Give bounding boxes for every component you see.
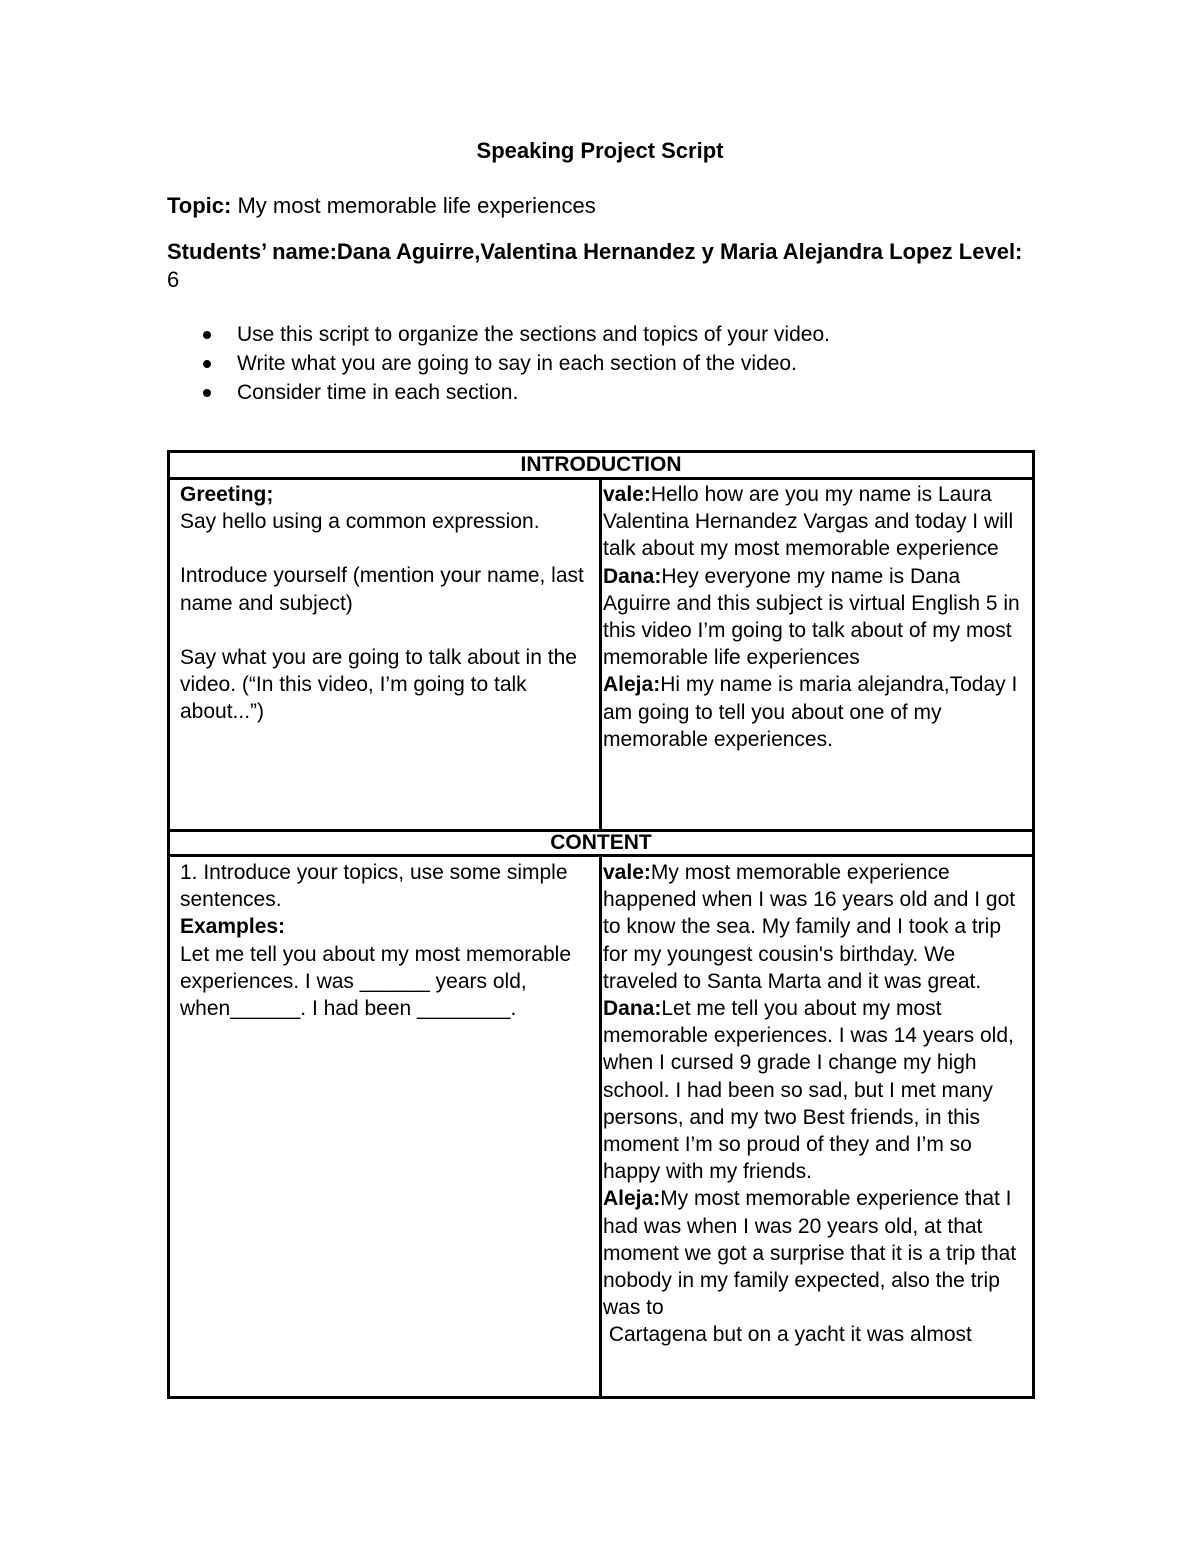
speaker-label: Dana: [603, 564, 662, 588]
level-label: Level: [952, 239, 1023, 264]
content-last-line: Cartagena but on a yacht it was almost [603, 1323, 972, 1347]
speaker-text: Let me tell you about my most memorable experiences. I was 14 years old, when I cursed 9 grade I change my high school. I had been so sad, but I met many persons, and my two Best friends, in this moment I’m so proud of they and I’m so happy with my friends. [603, 997, 1014, 1184]
speaker-text: Hi my name is maria alejandra,Today I am going to tell you about one of my memorable experiences. [603, 673, 1018, 751]
script-table [167, 450, 1035, 1399]
content-right-cell [603, 859, 1031, 1349]
intro-entry-vale [603, 481, 1031, 563]
introduction-right-cell [603, 481, 1031, 753]
topic-line [167, 193, 596, 219]
introduction-left-cell [180, 481, 595, 725]
topic-instruction: Say what you are going to talk about in the video. (“In this video, I’m going to talk about...”) [180, 645, 577, 724]
greeting-instruction: Say hello using a common expression. [180, 510, 540, 534]
level-value: 6 [167, 267, 180, 292]
content-entry-dana [603, 995, 1031, 1185]
content-entry-vale [603, 859, 1031, 995]
students-names: Dana Aguirre,Valentina Hernandez y Maria Alejandra Lopez [336, 239, 953, 264]
intro-entry-dana [603, 563, 1031, 672]
instructions-list [200, 320, 830, 407]
speaker-text: Hello how are you my name is Laura Valentina Hernandez Vargas and today I will talk about my most memorable experience [603, 483, 1014, 561]
content-instruction: 1. Introduce your topics, use some simple sentences. [180, 861, 568, 912]
column-divider [599, 480, 602, 829]
introduce-instruction: Introduce yourself (mention your name, last name and subject) [180, 564, 584, 615]
content-header: CONTENT [170, 829, 1032, 857]
content-entry-aleja [603, 1185, 1031, 1321]
students-line [167, 238, 1027, 294]
examples-label: Examples: [180, 915, 286, 939]
speaker-text: Hey everyone my name is Dana Aguirre and this subject is virtual English 5 in this video I’m going to talk about of my most memorable life experiences [603, 564, 1020, 670]
speaker-text: My most memorable experience that I had was when I was 20 years old, at that moment we got a surprise that it is a trip that nobody in my family expected, also the trip was to [603, 1187, 1017, 1320]
greeting-heading: Greeting; [180, 483, 274, 506]
speaker-label: Aleja: [603, 1187, 661, 1211]
list-item: Consider time in each section. [200, 378, 830, 407]
list-item: Write what you are going to say in each section of the video. [200, 349, 830, 378]
speaker-label: vale: [603, 483, 651, 506]
speaker-label: Aleja: [603, 673, 661, 697]
example-text: Let me tell you about my most memorable experiences. I was ______ years old, when______. I had been ________. [180, 942, 572, 1021]
topic-label: Topic: [167, 193, 232, 218]
speaker-label: Dana: [603, 997, 662, 1021]
topic-value: My most memorable life experiences [231, 193, 596, 218]
list-item: Use this script to organize the sections and topics of your video. [200, 320, 830, 349]
intro-entry-aleja [603, 671, 1031, 753]
speaker-label: vale: [603, 861, 651, 884]
column-divider [599, 857, 602, 1397]
introduction-header: INTRODUCTION [170, 453, 1032, 480]
page-title: Speaking Project Script [476, 138, 724, 163]
speaker-text: My most memorable experience happened when I was 16 years old and I got to know the sea. My family and I took a trip for my youngest cousin's birthday. We traveled to Santa Marta and it was great. [603, 861, 1016, 993]
students-label: Students’ name: [167, 239, 337, 264]
content-left-cell [180, 859, 595, 1022]
